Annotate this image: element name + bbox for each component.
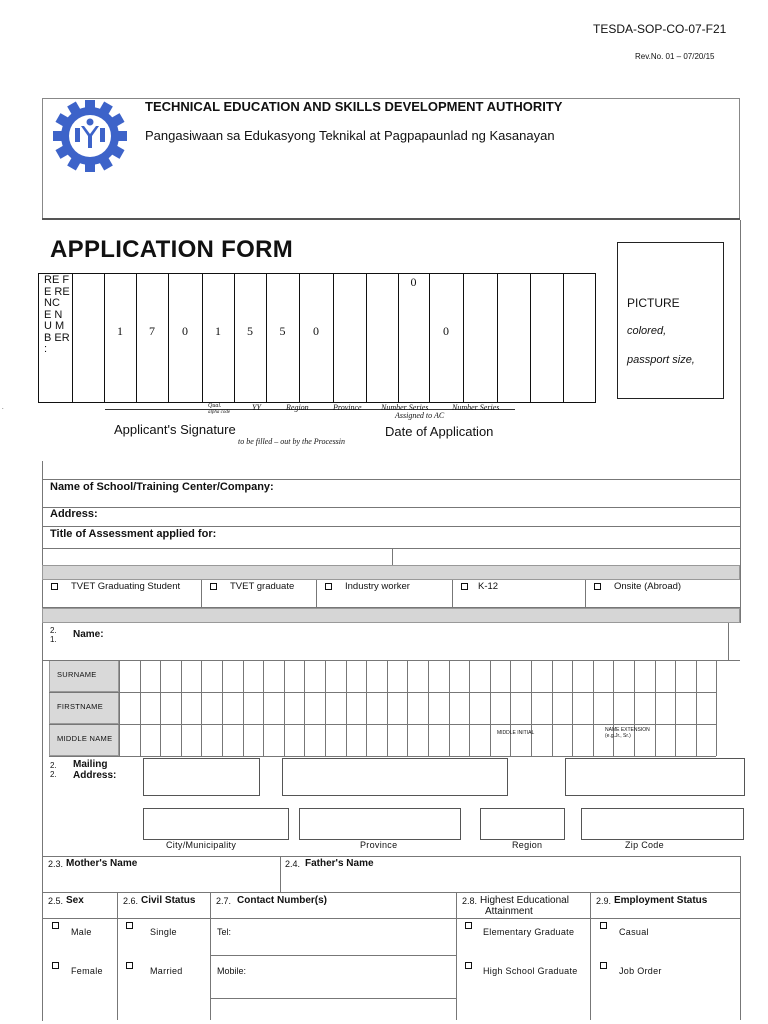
- name-grid-row-line: [49, 756, 716, 757]
- row-line: [210, 955, 456, 956]
- row-line: [42, 918, 740, 919]
- client-type-divider: [201, 580, 202, 607]
- applicant-signature-label: Applicant's Signature: [114, 422, 236, 437]
- name-grid-col-line: [325, 660, 326, 756]
- client-type-divider: [452, 580, 453, 607]
- male-checkbox[interactable]: [52, 922, 59, 929]
- mailing-label: Mailing: [73, 759, 108, 770]
- female-checkbox[interactable]: [52, 962, 59, 969]
- client-type-checkbox[interactable]: [594, 583, 601, 590]
- reference-digit-cell[interactable]: 0: [443, 324, 449, 338]
- name-grid-col-line: [469, 660, 470, 756]
- street-input[interactable]: [143, 758, 260, 796]
- civil-number: 2.6.: [123, 896, 139, 906]
- row-line: [42, 892, 740, 893]
- col-line: [280, 856, 281, 892]
- reference-digit-cell[interactable]: 0: [410, 275, 417, 289]
- reference-cell-divider: [530, 273, 531, 403]
- zip-input[interactable]: [581, 808, 744, 840]
- col-line: [117, 892, 118, 1020]
- col-line: [740, 892, 741, 1020]
- reference-cell-divider: [333, 273, 334, 403]
- name-grid-col-line: [634, 660, 635, 756]
- reference-digit-cell[interactable]: 5: [279, 324, 286, 338]
- col-line: [590, 892, 591, 1020]
- picture-colored: colored,: [627, 325, 667, 337]
- name-grid-col-line: [655, 660, 656, 756]
- caption-region: Region: [286, 403, 309, 412]
- name-grid-col-line: [222, 660, 223, 756]
- name-grid-col-line: [510, 660, 511, 756]
- document-code: TESDA-SOP-CO-07-F21: [593, 22, 727, 36]
- caption-number-series-2: Number Series: [452, 403, 500, 412]
- grey-band-2: [42, 608, 740, 623]
- col-line: [392, 548, 393, 565]
- date-of-application-label: Date of Application: [385, 424, 494, 439]
- name-grid-col-line: [366, 660, 367, 756]
- sex-number: 2.5.: [48, 896, 64, 906]
- name-grid-col-line: [119, 660, 120, 756]
- city-caption: City/Municipality: [166, 840, 237, 850]
- name-grid-col-line: [531, 660, 532, 756]
- city-input[interactable]: [143, 808, 289, 840]
- client-type-divider: [316, 580, 317, 607]
- picture-label: PICTURE: [627, 296, 680, 310]
- name-grid-col-line: [593, 660, 594, 756]
- employment-number: 2.9.: [596, 896, 612, 906]
- name-grid-row-line: [49, 724, 716, 725]
- picture-box[interactable]: [617, 242, 724, 399]
- reference-cell-divider: [398, 273, 399, 403]
- reference-cell-divider: [463, 273, 464, 403]
- name-grid-col-line: [675, 660, 676, 756]
- barangay-input[interactable]: [282, 758, 508, 796]
- caption-province: Province: [333, 403, 362, 412]
- row-line: [42, 479, 740, 480]
- reference-digit-cell[interactable]: 7: [149, 324, 155, 338]
- education-label: Highest Educational: [480, 895, 569, 906]
- client-type-label: Onsite (Abroad): [614, 581, 682, 592]
- caption-yy: YY: [252, 403, 261, 412]
- client-type-checkbox[interactable]: [461, 583, 468, 590]
- col-line: [210, 892, 211, 1020]
- middle-initial-caption: MIDDLE INITIAL: [497, 730, 535, 736]
- name-grid-row-line: [49, 660, 716, 661]
- province-caption: Province: [360, 840, 398, 850]
- form-right-border-2: [740, 461, 741, 623]
- name-section-number: 2. 1.: [50, 626, 57, 644]
- name-grid-col-line: [490, 660, 491, 756]
- agency-name: TECHNICAL EDUCATION AND SKILLS DEVELOPMENT AUTHORITY: [145, 99, 563, 114]
- reference-cell-divider: [497, 273, 498, 403]
- name-grid-col-line: [181, 660, 182, 756]
- mother-number: 2.3.: [48, 859, 64, 869]
- grey-band-1: [42, 565, 740, 580]
- region-input[interactable]: [480, 808, 565, 840]
- name-grid-col-line: [304, 660, 305, 756]
- reference-cell-divider: [366, 273, 367, 403]
- zip-caption: Zip Code: [625, 840, 664, 850]
- address-label-2: Address:: [73, 770, 117, 781]
- name-grid-col-line: [407, 660, 408, 756]
- name-grid-col-line: [572, 660, 573, 756]
- name-row-label: SURNAME: [57, 670, 97, 679]
- name-grid-col-line: [346, 660, 347, 756]
- reference-digit-cell[interactable]: 1: [117, 324, 123, 338]
- name-grid-col-line: [201, 660, 202, 756]
- reference-number-label: RE FE RE NC E NU MB ER :: [44, 274, 70, 355]
- casual-checkbox[interactable]: [600, 922, 607, 929]
- reference-cell-divider: [563, 273, 564, 403]
- name-grid-col-line: [428, 660, 429, 756]
- client-type-label: TVET Graduating Student: [71, 581, 181, 592]
- name-label: Name:: [73, 629, 104, 640]
- name-grid-col-line: [387, 660, 388, 756]
- name-grid-col-line: [160, 660, 161, 756]
- reference-digit-cell[interactable]: 1: [215, 324, 221, 338]
- revision-number: Rev.No. 01 – 07/20/15: [635, 52, 715, 61]
- elementary-checkbox[interactable]: [465, 922, 472, 929]
- row-line: [42, 856, 740, 857]
- school-label: Name of School/Training Center/Company:: [50, 481, 274, 493]
- district-input[interactable]: [565, 758, 745, 796]
- col-line: [740, 856, 741, 892]
- client-type-label: TVET graduate: [230, 581, 295, 592]
- job-order-checkbox[interactable]: [600, 962, 607, 969]
- client-type-label: K-12: [478, 581, 499, 592]
- region-caption: Region: [512, 840, 543, 850]
- name-grid-col-line: [263, 660, 264, 756]
- married-checkbox[interactable]: [126, 962, 133, 969]
- tesda-logo-icon: [50, 100, 130, 172]
- col-line: [728, 623, 729, 660]
- row-line: [42, 526, 740, 527]
- father-number: 2.4.: [285, 859, 301, 869]
- assessment-label: Title of Assessment applied for:: [50, 528, 217, 540]
- name-grid-col-line: [716, 660, 717, 756]
- father-label: Father's Name: [305, 858, 374, 869]
- single-checkbox[interactable]: [126, 922, 133, 929]
- header-divider: [42, 218, 740, 220]
- single-label: Single: [150, 927, 177, 937]
- name-grid-col-line: [243, 660, 244, 756]
- client-type-checkbox[interactable]: [51, 583, 58, 590]
- male-label: Male: [71, 927, 92, 937]
- casual-label: Casual: [619, 927, 649, 937]
- tel-label: Tel:: [217, 927, 232, 937]
- form-left-border: [42, 461, 43, 1021]
- elementary-label: Elementary Graduate: [483, 927, 575, 937]
- form-title: APPLICATION FORM: [50, 236, 294, 263]
- caption-assigned: Assigned to AC: [395, 411, 445, 420]
- name-grid-col-line: [552, 660, 553, 756]
- contact-label: Contact Number(s): [237, 895, 328, 906]
- name-extension-caption: NAME EXTENSION: [605, 727, 650, 733]
- name-grid-col-line: [696, 660, 697, 756]
- caption-alpha: alpha code: [208, 410, 231, 415]
- high-school-checkbox[interactable]: [465, 962, 472, 969]
- mother-label: Mother's Name: [66, 858, 138, 869]
- name-grid-row-line: [49, 692, 716, 693]
- reference-digit-cell[interactable]: 0: [182, 324, 188, 338]
- row-line: [42, 507, 740, 508]
- picture-size: passport size,: [627, 354, 695, 366]
- row-line: [210, 998, 456, 999]
- header-box: [42, 98, 740, 220]
- education-label-2: Attainment: [485, 906, 533, 917]
- client-type-checkbox[interactable]: [325, 583, 332, 590]
- name-extension-example: (e.g.Jr., Sr.): [605, 733, 631, 739]
- education-number: 2.8.: [462, 896, 478, 906]
- caption-qual: Qual.: [208, 403, 222, 409]
- stray-mark: .: [2, 405, 4, 411]
- client-type-divider: [585, 580, 586, 607]
- employment-label: Employment Status: [614, 895, 708, 906]
- name-grid-col-line: [284, 660, 285, 756]
- job-order-label: Job Order: [619, 966, 662, 976]
- name-grid-col-line: [140, 660, 141, 756]
- name-row-label: MIDDLE NAME: [57, 734, 113, 743]
- client-type-label: Industry worker: [345, 581, 410, 592]
- civil-label: Civil Status: [141, 895, 196, 906]
- married-label: Married: [150, 966, 183, 976]
- caption-number-series: Number Series: [381, 403, 429, 412]
- province-input[interactable]: [299, 808, 461, 840]
- reference-digit-cell[interactable]: 0: [313, 324, 319, 338]
- address-label: Address:: [50, 508, 98, 520]
- mailing-section-number: 2. 2.: [50, 761, 57, 779]
- name-grid-col-line: [449, 660, 450, 756]
- processing-note: to be filled – out by the Processin: [238, 437, 346, 446]
- reference-digit-cell[interactable]: 5: [247, 324, 253, 338]
- high-school-label: High School Graduate: [483, 966, 578, 976]
- female-label: Female: [71, 966, 103, 976]
- mobile-label: Mobile:: [217, 966, 247, 976]
- form-right-border: [740, 220, 741, 466]
- reference-cell-divider: [72, 273, 73, 403]
- row-line: [42, 548, 740, 549]
- col-line: [456, 892, 457, 1020]
- agency-name-tagalog: Pangasiwaan sa Edukasyong Teknikal at Pagpapaunlad ng Kasanayan: [145, 128, 555, 143]
- client-type-checkbox[interactable]: [210, 583, 217, 590]
- name-grid-col-line: [613, 660, 614, 756]
- contact-number: 2.7.: [216, 896, 232, 906]
- sex-label: Sex: [66, 895, 84, 906]
- name-row-label: FIRSTNAME: [57, 702, 104, 711]
